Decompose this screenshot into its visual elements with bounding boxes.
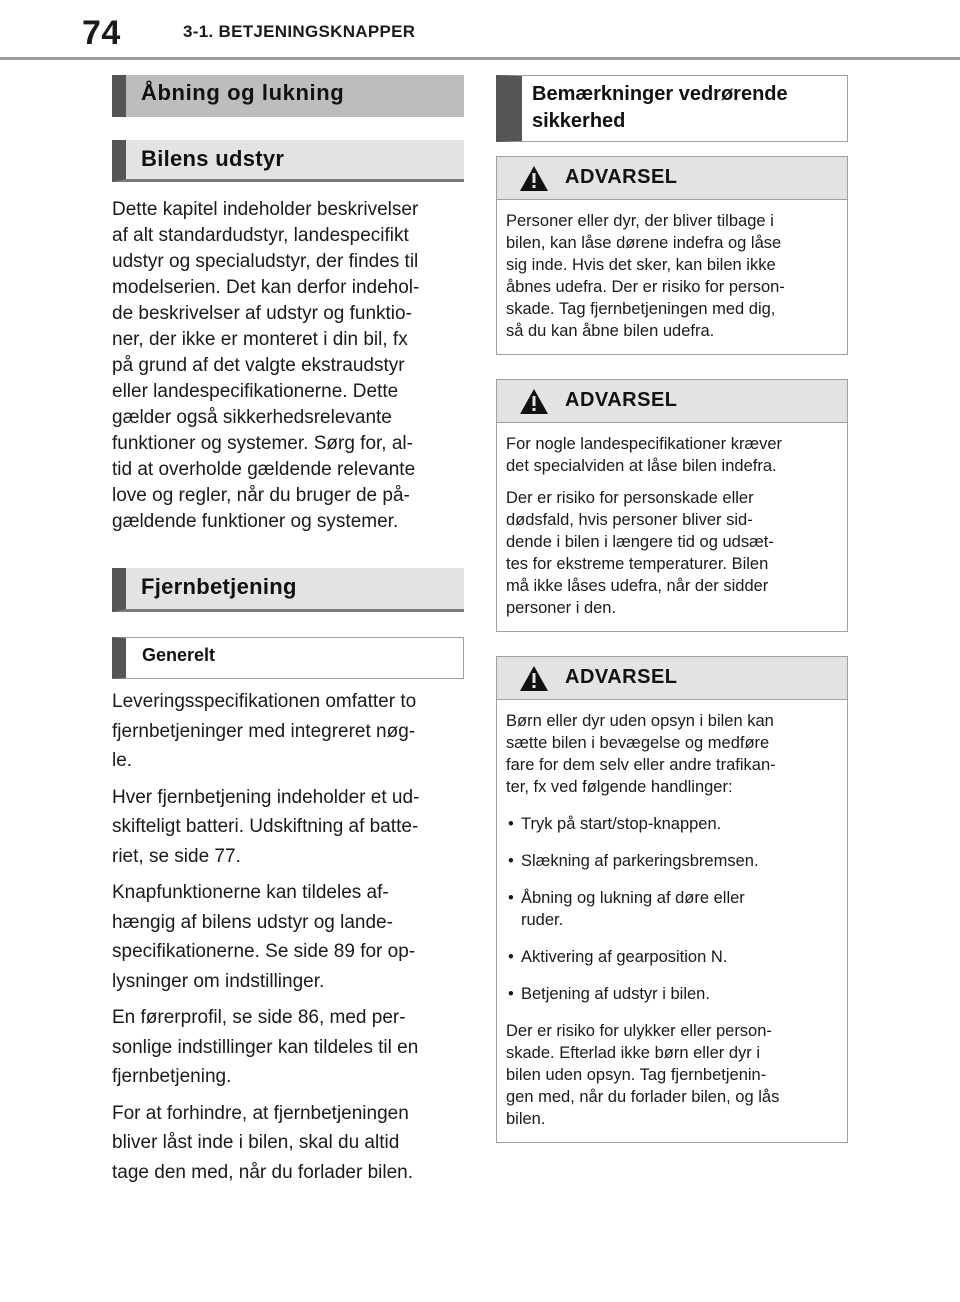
text-line: gælder også sikkerhedsrelevante <box>112 407 392 428</box>
warning-header <box>497 380 847 423</box>
header-rule <box>0 57 960 60</box>
fjernbetjening-text <box>112 687 464 1187</box>
text-line: bilen. <box>506 1110 546 1128</box>
bullet-item <box>506 850 837 872</box>
paragraph <box>112 878 464 996</box>
chapter-title: 3-1. BETJENINGSKNAPPER <box>183 22 416 41</box>
warning-paragraph <box>506 1020 837 1130</box>
warning-header <box>497 157 847 200</box>
text-line: Leveringsspecifikationen omfatter to <box>112 691 417 712</box>
text-line: eller landespecifikationerne. Dette <box>112 381 399 402</box>
text-line: lysninger om indstillinger. <box>112 970 325 992</box>
text-line: tid at overholde gældende relevante <box>112 459 416 480</box>
subheading-generelt: Generelt <box>112 637 464 679</box>
warning-paragraph <box>506 710 837 798</box>
text-line: • Slækning af parkeringsbremsen. <box>521 852 759 870</box>
text-line: sig inde. Hvis det sker, kan bilen ikke <box>506 256 776 274</box>
warning-triangle-icon <box>519 388 549 415</box>
text-line: le. <box>112 750 133 771</box>
left-column <box>112 75 464 1194</box>
text-line: For nogle landespecifikationer kræver <box>506 435 783 453</box>
text-line: sonlige indstillinger kan tildeles til en <box>112 1036 419 1058</box>
paragraph <box>112 783 464 872</box>
text-line: de beskrivelser af udstyr og funktio- <box>112 303 412 324</box>
bullet-item <box>506 887 837 931</box>
text-line: modelserien. Det kan derfor indehol- <box>112 277 420 298</box>
text-line: Der er risiko for ulykker eller person- <box>506 1022 772 1040</box>
warning-title: ADVARSEL <box>565 389 678 411</box>
page-number: 74 <box>82 14 121 52</box>
heading-bilens-udstyr: Bilens udstyr <box>112 140 464 182</box>
text-line: • Betjening af udstyr i bilen. <box>521 985 710 1003</box>
text-line: bilen, kan låse dørene indefra og låse <box>506 234 782 252</box>
warning-body <box>497 700 847 1142</box>
text-line: For at forhindre, at fjernbetjeningen <box>112 1102 409 1124</box>
text-line: gældende funktioner og systemer. <box>112 511 399 532</box>
text-line: skifteligt batteri. Udskiftning af batte- <box>112 816 419 837</box>
text-line: fare for dem selv eller andre trafikan- <box>506 756 776 774</box>
text-line: åbnes udefra. Der er risiko for person- <box>506 278 785 296</box>
heading-fjernbetjening: Fjernbetjening <box>112 568 464 612</box>
text-line: gen med, når du forlader bilen, og lås <box>506 1088 780 1106</box>
warning-body <box>497 423 847 631</box>
text-line: personer i den. <box>506 599 617 617</box>
text-line: det specialviden at låse bilen indefra. <box>506 457 777 475</box>
heading-safety-notes <box>496 75 848 142</box>
text-line: • Åbning og lukning af døre eller <box>521 889 745 907</box>
text-line: må ikke låses udefra, når der sidder <box>506 577 769 595</box>
paragraph-bilens-udstyr <box>112 197 464 535</box>
text-line: så du kan åbne bilen udefra. <box>506 322 715 340</box>
text-line: hængig af bilens udstyr og lande- <box>112 911 393 933</box>
text-line: specifikationerne. Se side 89 for op- <box>112 941 416 962</box>
text-line: tes for ekstreme temperaturer. Bilen <box>506 555 769 573</box>
text-line: skade. Tag fjernbetjeningen med dig, <box>506 300 776 318</box>
text-line: funktioner og systemer. Sørg for, al- <box>112 433 413 454</box>
text-line: En førerprofil, se side 86, med per- <box>112 1007 406 1028</box>
text-line: fjernbetjeninger med integreret nøg- <box>112 720 416 742</box>
text-line: Der er risiko for personskade eller <box>506 489 754 507</box>
text-line: tage den med, når du forlader bilen. <box>112 1161 414 1183</box>
paragraph <box>112 687 464 776</box>
warning-paragraph <box>506 210 837 342</box>
warning-header <box>497 657 847 700</box>
bullet-item <box>506 983 837 1005</box>
text-line: Knapfunktionerne kan tildeles af- <box>112 882 389 903</box>
bullet-item <box>506 813 837 835</box>
warning-title: ADVARSEL <box>565 166 678 188</box>
text-line: dødsfald, hvis personer bliver sid- <box>506 511 753 529</box>
text-line: Dette kapitel indeholder beskrivelser <box>112 199 419 220</box>
warning-box <box>496 656 848 1143</box>
text-line: ruder. <box>521 911 564 929</box>
text-line: bilen uden opsyn. Tag fjernbetjenin- <box>506 1066 767 1084</box>
text-line: Personer eller dyr, der bliver tilbage i <box>506 212 774 230</box>
text-line: riet, se side 77. <box>112 845 241 867</box>
warning-title: ADVARSEL <box>565 666 678 688</box>
section-title: Åbning og lukning <box>112 75 464 117</box>
text-line: Hver fjernbetjening indeholder et ud- <box>112 786 420 808</box>
warning-box <box>496 379 848 632</box>
text-line: fjernbetjening. <box>112 1066 232 1087</box>
warning-triangle-icon <box>519 665 549 692</box>
text-line: • Tryk på start/stop-knappen. <box>521 815 722 833</box>
text-line: dende i bilen i længere tid og udsæt- <box>506 533 774 551</box>
text-line: sikkerhed <box>532 110 626 132</box>
text-line: • Aktivering af gearposition N. <box>521 948 728 966</box>
text-line: Bemærkninger vedrørende <box>532 83 788 105</box>
text-line: ner, der ikke er monteret i din bil, fx <box>112 329 408 350</box>
text-line: ter, fx ved følgende handlinger: <box>506 778 733 796</box>
warning-paragraph <box>506 433 837 477</box>
text-line: bliver låst inde i bilen, skal du altid <box>112 1132 400 1153</box>
text-line: udstyr og specialudstyr, der findes til <box>112 251 419 272</box>
bullet-item <box>506 946 837 968</box>
right-column <box>496 75 848 1143</box>
text-line: af alt standardudstyr, landespecifikt <box>112 225 409 246</box>
text-line: love og regler, når du bruger de på- <box>112 485 410 506</box>
warning-paragraph <box>506 487 837 619</box>
warning-triangle-icon <box>519 165 549 192</box>
text-line: på grund af det valgte ekstraudstyr <box>112 355 405 376</box>
text-line: sætte bilen i bevægelse og medføre <box>506 734 770 752</box>
page-header <box>0 0 960 60</box>
text-line: Børn eller dyr uden opsyn i bilen kan <box>506 712 774 730</box>
paragraph <box>112 1099 464 1188</box>
paragraph <box>112 1003 464 1092</box>
warning-body <box>497 200 847 354</box>
text-line: skade. Efterlad ikke børn eller dyr i <box>506 1044 761 1062</box>
warning-box <box>496 156 848 355</box>
